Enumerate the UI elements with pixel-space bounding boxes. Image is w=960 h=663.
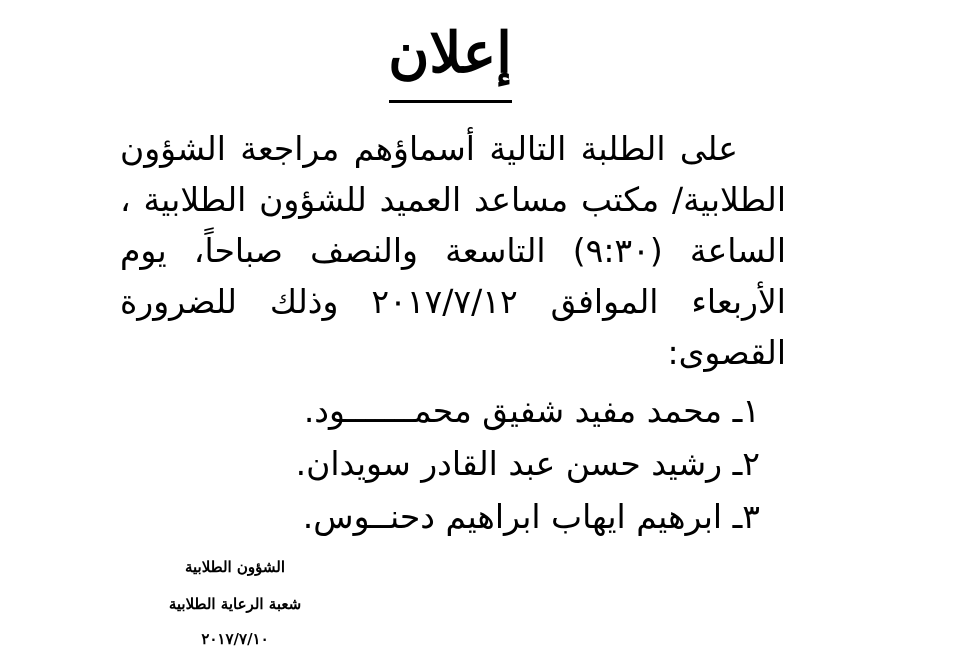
student-list-item: ٢ـ رشيد حسن عبد القادر سويدان. — [295, 444, 760, 483]
announcement-title: إعلان — [388, 20, 512, 86]
signature-department: شعبة الرعاية الطلابية — [168, 595, 302, 613]
announcement-body-text: على الطلبة التالية أسماؤهم مراجعة الشؤون الطلابية/ مكتب مساعد العميد للشؤون الطلابية ، الساعة (٩:٣٠) التاسعة والنصف صباحاً، يوم الأربعاء الموافق ٢٠١٧/٧/١٢ وذلك للضرورة القصوى: — [120, 129, 786, 372]
announcement-body — [120, 123, 786, 378]
student-list — [296, 384, 760, 543]
signature-office: الشؤون الطلابية — [184, 558, 286, 576]
student-list-item: ٣ـ ابرهيم ايهاب ابراهيم دحنــوس. — [302, 497, 760, 536]
student-list-item: ١ـ محمد مفيد شفيق محمـــــــود. — [303, 391, 760, 430]
signature-date: ٢٠١٧/٧/١٠ — [201, 630, 269, 648]
title-underline — [389, 100, 512, 103]
